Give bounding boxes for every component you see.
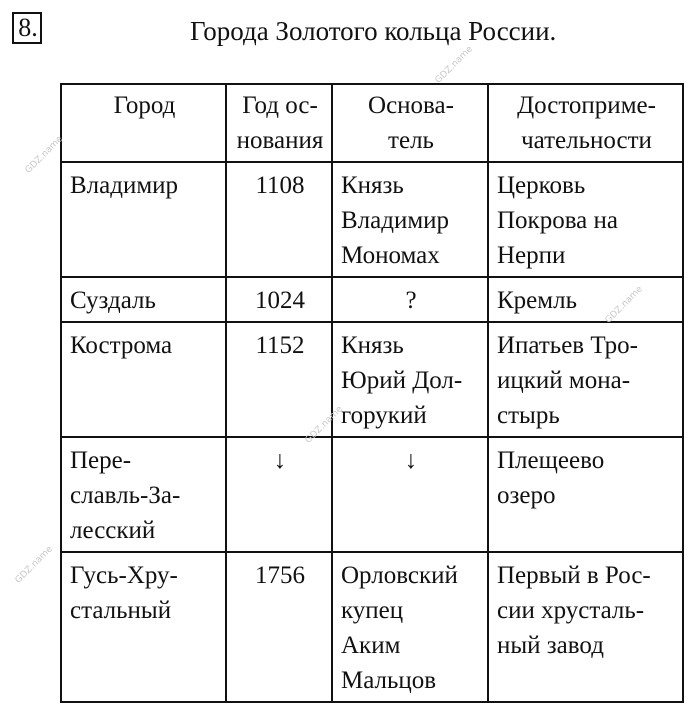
cell-city: Владимир: [61, 162, 226, 277]
golden-ring-table: [60, 83, 684, 703]
cell-year: 1756: [226, 552, 332, 702]
watermark: GDZ.name: [23, 134, 65, 176]
cell-year: 1152: [226, 322, 332, 437]
cell-city: Кострома: [61, 322, 226, 437]
cell-sights: Церковь Покрова на Нерпи: [488, 162, 683, 277]
header-city: Город: [61, 84, 226, 162]
task-number: 8.: [12, 12, 42, 44]
cell-sights: Плещеево озеро: [488, 437, 683, 552]
page-title: Города Золотого кольца России.: [190, 16, 557, 46]
cell-sights: Первый в Рос- сии хрусталь- ный завод: [488, 552, 683, 702]
cell-founder: Орловский купец Аким Мальцов: [332, 552, 488, 702]
cell-city: Гусь-Хру- стальный: [61, 552, 226, 702]
cell-year: 1108: [226, 162, 332, 277]
table-row: [61, 322, 683, 437]
table-header-row: [61, 84, 683, 162]
cell-sights: Кремль: [488, 277, 683, 322]
header-sights: Достоприме- чательности: [488, 84, 683, 162]
watermark: GDZ.name: [13, 544, 55, 586]
cell-year: 1024: [226, 277, 332, 322]
table-row: [61, 437, 683, 552]
cell-founder: ↓: [332, 437, 488, 552]
table-row: [61, 162, 683, 277]
watermark: GDZ.name: [603, 284, 645, 326]
cell-founder: Князь Юрий Дол- горукий: [332, 322, 488, 437]
cell-year: ↓: [226, 437, 332, 552]
watermark: GDZ.name: [433, 44, 475, 86]
header-year: Год ос- нования: [226, 84, 332, 162]
cell-founder: ?: [332, 277, 488, 322]
table-row: [61, 277, 683, 322]
table-row: [61, 552, 683, 702]
cell-founder: Князь Владимир Мономах: [332, 162, 488, 277]
cell-sights: Ипатьев Тро- ицкий мона- стырь: [488, 322, 683, 437]
watermark: GDZ.name: [303, 404, 345, 446]
cell-city: Пере- славль-За- лесский: [61, 437, 226, 552]
cell-city: Суздаль: [61, 277, 226, 322]
header-founder: Основа- тель: [332, 84, 488, 162]
